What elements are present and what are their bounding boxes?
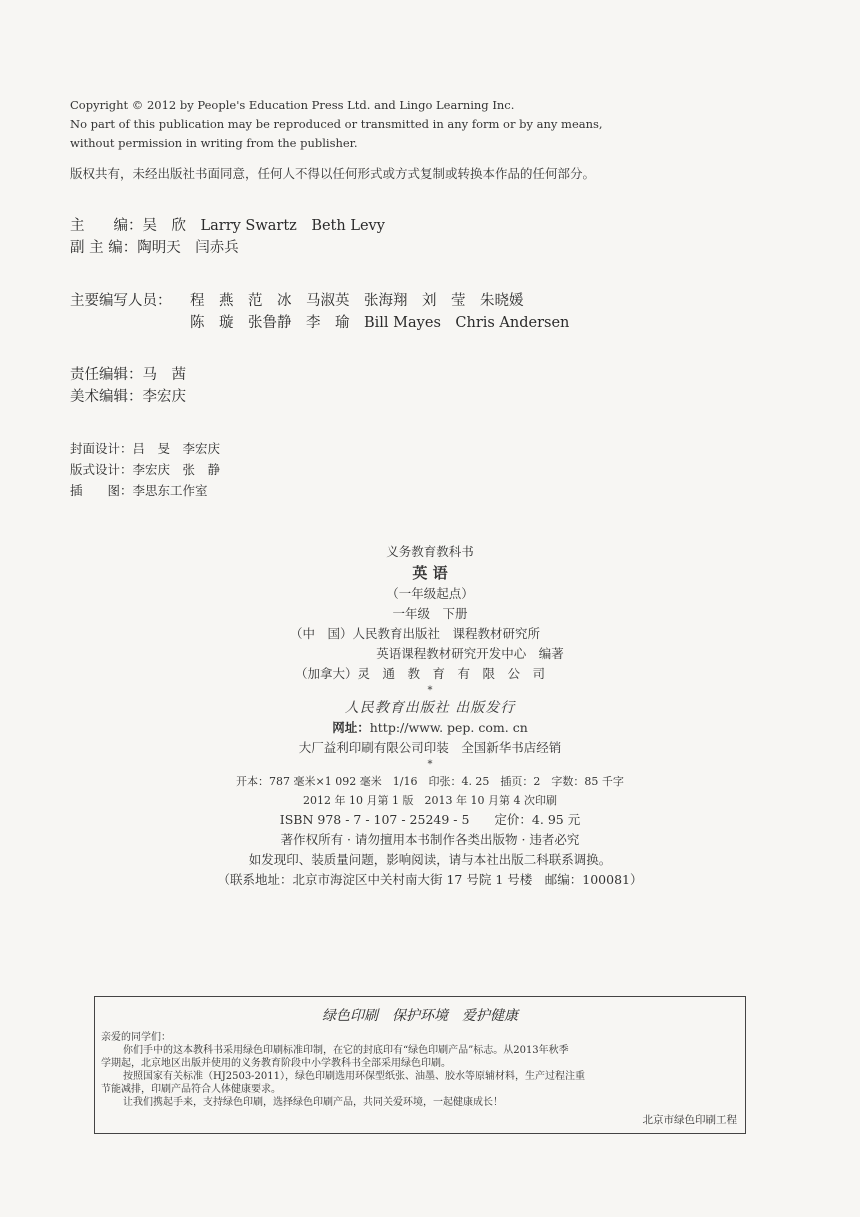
copyright-line: Copyright © 2012 by People's Education Press Ltd. and Lingo Learning Inc. [70,98,515,112]
green-greeting: 亲爱的同学们： [101,1032,171,1043]
copyright-chinese: 版权共有，未经出版社书面同意，任何人不得以任何形式或方式复制或转换本作品的任何部分。 [70,166,596,181]
book-title: 英 语 [412,564,448,582]
isbn-line: ISBN 978 - 7 - 107 - 25249 - 5 定价：4. 95 元 [279,812,581,827]
responsible-editor-row [70,362,186,384]
book-series: 义务教育教科书 [386,544,474,559]
green-notice-title: 绿色印刷 保护环境 爱护健康 [322,1008,518,1024]
cover-design-names: 吕 旻 李宏庆 [132,440,221,456]
rights-line: 著作权所有 · 请勿擅用本书制作各类出版物 · 违者必究 [280,832,580,847]
printer-line: 大厂益利印刷有限公司印装 全国新华书店经销 [298,740,562,755]
separator-star: * [427,685,433,696]
edition-line: 2012 年 10 月第 1 版 2013 年 10 月第 4 次印刷 [303,794,557,807]
book-info [0,542,860,890]
art-editor-names: 李宏庆 [142,388,186,405]
book-level: （一年级起点） [386,586,474,601]
copyright-line: No part of this publication may be reproduced or transmitted in any form or by any means, [70,117,603,131]
author-line-3: （加拿大）灵 通 教 育 有 限 公 司 [294,666,545,681]
responsibility-block [70,362,186,406]
website-link[interactable]: http://www. pep. com. cn [369,720,528,735]
layout-design-names: 李宏庆 张 静 [132,461,221,477]
publisher-line: 人民教育出版社 出版发行 [344,700,516,716]
illustration-names: 李思东工作室 [132,482,208,498]
responsible-editor-label: 责任编辑： [70,366,143,383]
main-writers-block [70,288,569,332]
separator-star: * [427,759,433,770]
quality-line: 如发现印、装质量问题，影响阅读，请与本社出版二科联系调换。 [248,852,612,867]
illustration-label: 插 图： [70,482,133,498]
website-label: 网址： [332,720,370,735]
website-line [0,718,860,738]
address-line: （联系地址：北京市海淀区中关村南大街 17 号院 1 号楼 邮编：100081） [217,872,643,887]
layout-design-label: 版式设计： [70,461,133,477]
illustration-row [70,479,220,500]
green-paragraph-2a: 按照国家有关标准（HJ2503-2011），绿色印刷选用环保型纸张、油墨、胶水等原辅材料，生产过程注重 [123,1071,586,1082]
responsible-editor-names: 马 茜 [142,366,186,383]
main-writers-label: 主要编写人员： [70,292,172,309]
main-writers-row-2 [70,310,569,332]
green-printing-notice [94,996,746,1134]
green-signature: 北京市绿色印刷工程 [642,1114,737,1126]
main-writers-line-2: 陈 璇 张鲁静 李 瑜 Bill Mayes Chris Andersen [190,314,570,331]
green-paragraph-3: 让我们携起手来，支持绿色印刷，选择绿色印刷产品，共同关爱环境，一起健康成长！ [123,1097,503,1108]
deputy-editor-names: 陶明天 闫赤兵 [137,239,239,256]
main-writers-row-1 [70,288,569,310]
author-line-1: （中 国）人民教育出版社 课程教材研究所 [289,626,540,641]
cover-design-label: 封面设计： [70,440,133,456]
editors-block [70,213,385,257]
main-writers-line-1: 程 燕 范 冰 马淑英 张海翔 刘 莹 朱晓媛 [190,292,524,309]
specs-line: 开本：787 毫米×1 092 毫米 1/16 印张：4. 25 插页：2 字数：85 千字 [236,775,624,788]
deputy-editor-label: 副 主 编： [70,239,138,256]
green-paragraph-1a: 你们手中的这本教科书采用绿色印刷标准印制，在它的封底印有“绿色印刷产品”标志。从2013年秋季 [123,1045,569,1056]
copyright-line: without permission in writing from the publisher. [70,136,358,150]
green-paragraph-1b: 学期起，北京地区出版并使用的义务教育阶段中小学教科书全部采用绿色印刷。 [101,1058,451,1069]
author-line-2: 英语课程教材研究开发中心 编著 [376,646,564,661]
art-editor-row [70,384,186,406]
chief-editor-row [70,213,385,235]
art-editor-label: 美术编辑： [70,388,143,405]
deputy-editor-row [70,235,385,257]
chief-editor-label: 主 编： [70,217,143,234]
cover-design-row [70,437,220,458]
copyright-english [70,96,790,153]
green-paragraph-2b: 节能减排，印刷产品符合人体健康要求。 [101,1084,281,1095]
chief-editor-names: 吴 欣 Larry Swartz Beth Levy [142,217,385,234]
book-volume: 一年级 下册 [392,606,468,621]
design-block [70,437,220,500]
layout-design-row [70,458,220,479]
